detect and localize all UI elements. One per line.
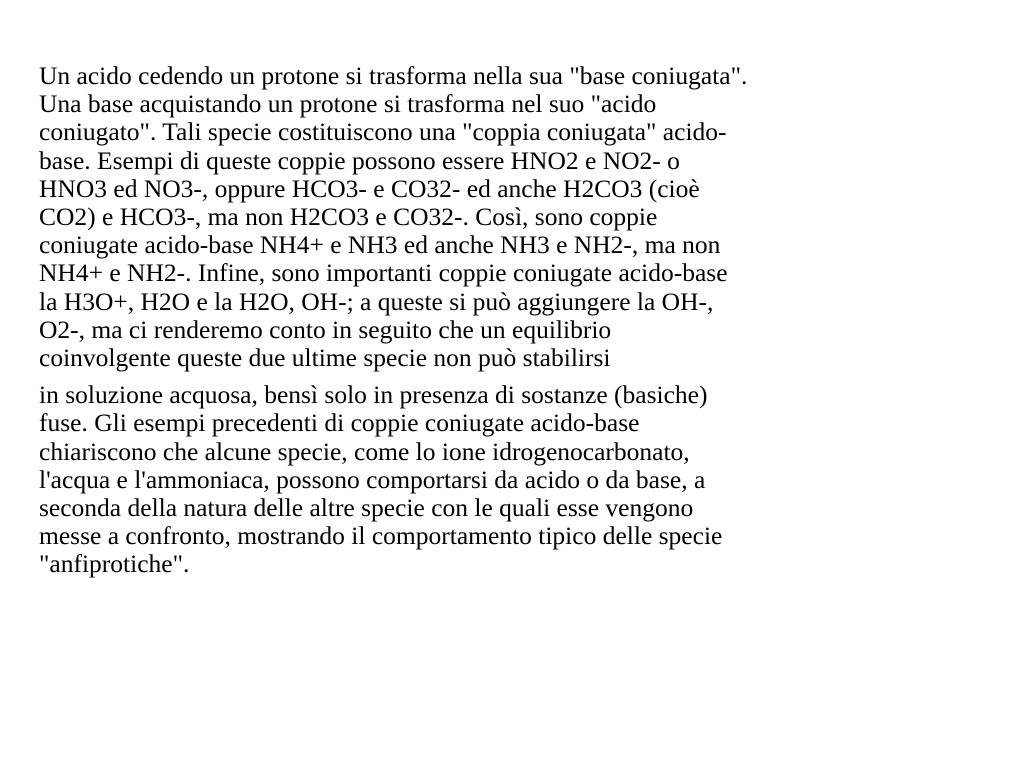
text-line: coniugato". Tali specie costituiscono una "coppia coniugata" acido- [39,117,727,147]
text-line: la H3O+, H2O e la H2O, OH-; a queste si può aggiungere la OH-, [39,286,714,316]
text-line: "anfiprotiche". [39,549,190,579]
text-line: coinvolgente queste due ultime specie non può stabilirsi [39,343,611,373]
text-line: CO2) e HCO3-, ma non H2CO3 e CO32-. Così, sono coppie [39,202,658,232]
text-line: base. Esempi di queste coppie possono essere HNO2 e NO2- o [39,145,680,175]
text-line: O2-, ma ci renderemo conto in seguito che un equilibrio [39,314,612,344]
text-line: Un acido cedendo un protone si trasforma nella sua "base coniugata". [39,61,748,90]
text-line: l'acqua e l'ammoniaca, possono comportarsi da acido o da base, a [39,464,706,494]
text-line: messe a confronto, mostrando il comportamento tipico delle specie [39,521,723,551]
text-line: chiariscono che alcune specie, come lo ione idrogenocarbonato, [39,436,690,466]
text-line: NH4+ e NH2-. Infine, sono importanti coppie coniugate acido-base [39,258,728,288]
text-line: in soluzione acquosa, bensì solo in presenza di sostanze (basiche) [39,380,708,410]
text-line: Una base acquistando un protone si trasforma nel suo "acido [39,89,657,119]
text-line: coniugate acido-base NH4+ e NH3 ed anche NH3 e NH2-, ma non [39,230,721,260]
text-line: seconda della natura delle altre specie con le quali esse vengono [39,493,694,523]
text-body [39,62,989,579]
paragraph-1 [39,62,989,372]
paragraph-2 [39,381,989,578]
text-line: HNO3 ed NO3-, oppure HCO3- e CO32- ed anche H2CO3 (cioè [39,173,700,203]
text-line: fuse. Gli esempi precedenti di coppie coniugate acido-base [39,408,640,438]
